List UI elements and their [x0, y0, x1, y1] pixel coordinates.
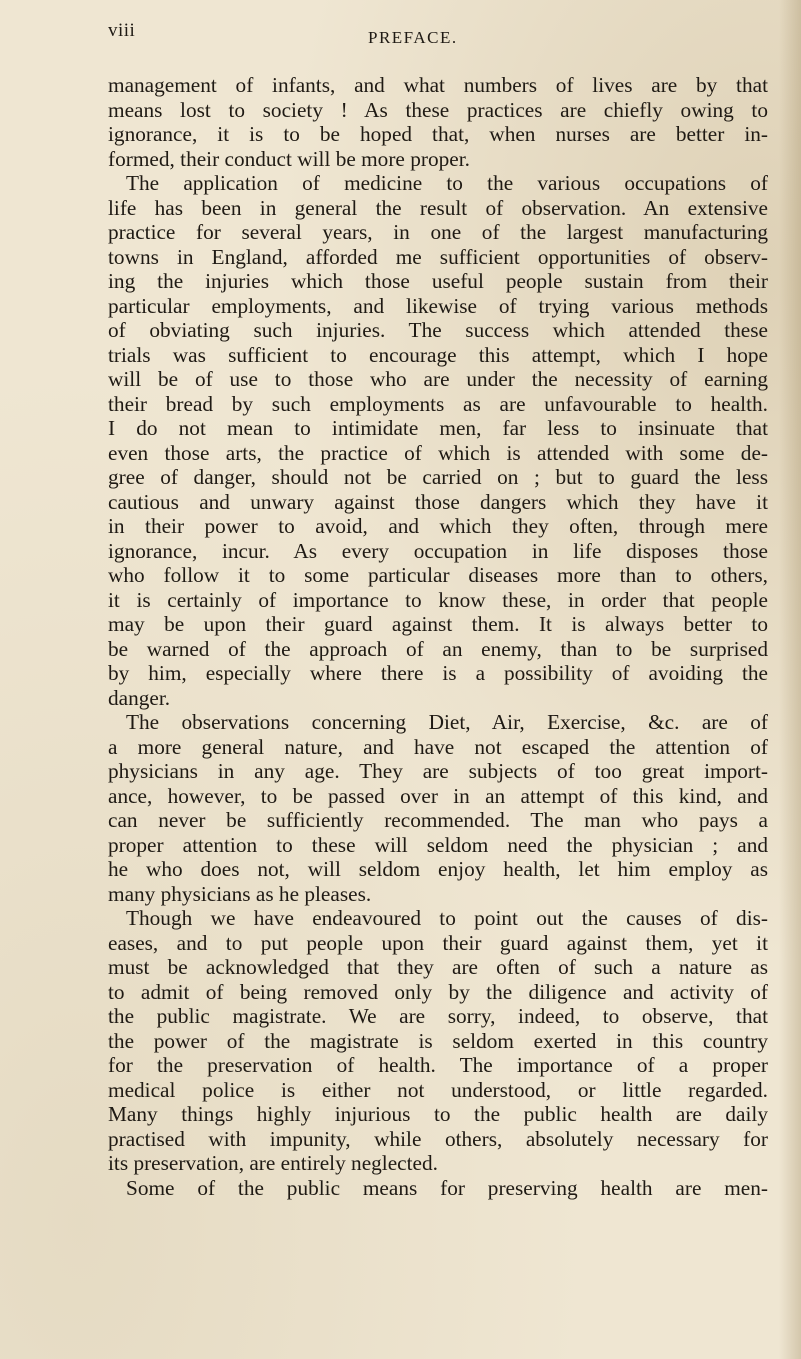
text-line: Though we have endeavoured to point out the causes of dis-: [126, 906, 768, 930]
text-line: of obviating such injuries. The success which attended these: [108, 318, 768, 342]
text-line: practised with impunity, while others, absolutely necessary for: [108, 1126, 768, 1151]
text-line: trials was sufficient to encourage this attempt, which I hope: [108, 342, 768, 367]
text-line: practice for several years, in one of the largest manufacturing: [108, 220, 768, 244]
text-line: medical police is either not understood, or little regarded.: [108, 1077, 768, 1102]
text-line: I do not mean to intimidate men, far less to insinuate that: [108, 416, 768, 440]
text-line: can never be sufficiently recommended. The man who pays a: [108, 808, 768, 832]
text-line: may be upon their guard against them. It is always better to: [108, 612, 768, 636]
page-header: [108, 20, 768, 60]
text-line: the power of the magistrate is seldom exerted in this country: [108, 1028, 768, 1053]
text-line: cautious and unwary against those dangers which they have it: [108, 489, 768, 514]
text-line: many physicians as he pleases.: [108, 881, 372, 906]
text-line: to admit of being removed only by the diligence and activity of: [108, 979, 768, 1004]
text-line: in their power to avoid, and which they often, through mere: [108, 514, 768, 538]
text-line: ignorance, it is to be hoped that, when nurses are better in-: [108, 122, 768, 146]
text-line: a more general nature, and have not escaped the attention of: [108, 734, 768, 759]
text-line: for the preservation of health. The importance of a proper: [108, 1053, 768, 1077]
body-text: [108, 73, 768, 1200]
text-line: be warned of the approach of an enemy, than to be surprised: [108, 636, 768, 661]
text-line: he who does not, will seldom enjoy health, let him employ as: [108, 857, 768, 881]
text-line: particular employments, and likewise of trying various methods: [108, 293, 768, 318]
text-line: the public magistrate. We are sorry, indeed, to observe, that: [108, 1004, 768, 1028]
text-line: danger.: [108, 685, 171, 710]
text-line: by him, especially where there is a possibility of avoiding the: [108, 661, 768, 685]
text-line: The observations concerning Diet, Air, Exercise, &c. are of: [126, 710, 768, 734]
text-line: Many things highly injurious to the public health are daily: [108, 1102, 768, 1126]
page-edge-shadow: [779, 0, 801, 1359]
text-line: proper attention to these will seldom need the physician ; and: [108, 832, 768, 857]
text-line: its preservation, are entirely neglected.: [108, 1151, 438, 1175]
text-line: life has been in general the result of observation. An extensive: [108, 195, 768, 220]
text-line: gree of danger, should not be carried on ; but to guard the less: [108, 465, 768, 489]
text-line: towns in England, afforded me sufficient opportunities of observ-: [108, 244, 768, 269]
running-head: PREFACE.: [368, 28, 458, 47]
text-line: eases, and to put people upon their guard against them, yet it: [108, 930, 768, 955]
text-line: ing the injuries which those useful people sustain from their: [108, 269, 768, 293]
text-line: it is certainly of importance to know these, in order that people: [108, 587, 768, 612]
text-line: Some of the public means for preserving health are men-: [126, 1175, 768, 1200]
text-line: must be acknowledged that they are often of such a nature as: [108, 955, 768, 979]
text-line: even those arts, the practice of which is attended with some de-: [108, 440, 768, 465]
text-line: formed, their conduct will be more proper.: [108, 146, 470, 171]
text-line: The application of medicine to the various occupations of: [126, 171, 768, 195]
text-line: who follow it to some particular diseases more than to others,: [108, 563, 768, 587]
text-line: means lost to society ! As these practices are chiefly owing to: [108, 97, 768, 122]
text-line: ance, however, to be passed over in an attempt of this kind, and: [108, 783, 768, 808]
text-line: will be of use to those who are under the necessity of earning: [108, 367, 768, 391]
text-line: ignorance, incur. As every occupation in life disposes those: [108, 538, 768, 563]
page-number: viii: [108, 20, 136, 41]
text-line: physicians in any age. They are subjects of too great import-: [108, 759, 768, 783]
text-line: their bread by such employments as are unfavourable to health.: [108, 391, 768, 416]
text-line: management of infants, and what numbers of lives are by that: [108, 73, 768, 97]
